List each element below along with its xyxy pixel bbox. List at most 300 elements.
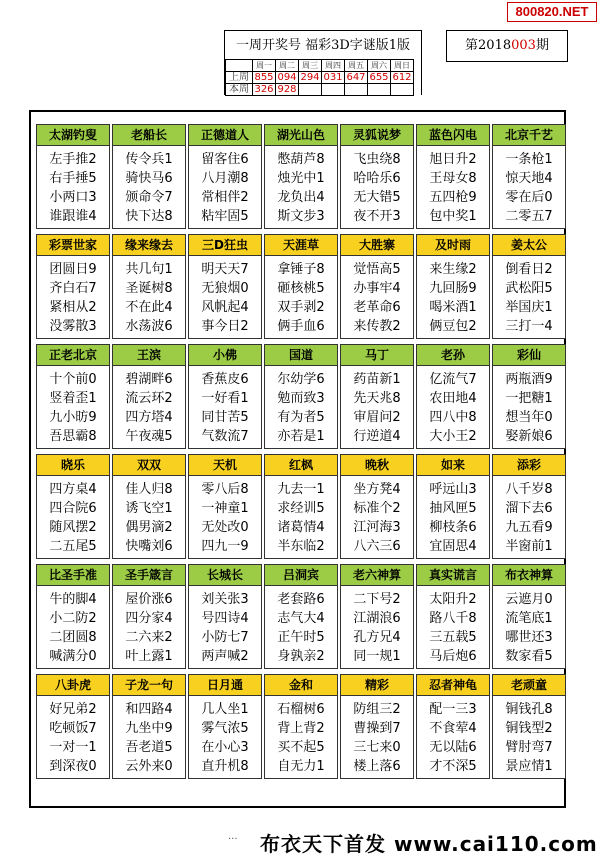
riddle-line: 吾思霸8 — [49, 429, 97, 444]
card-title: 及时雨 — [417, 235, 489, 256]
riddle-card — [416, 674, 490, 779]
riddle-line: 太阳升2 — [429, 592, 477, 607]
weekday-cell: 周二 — [276, 60, 299, 72]
riddle-line: 叶上露1 — [125, 649, 173, 664]
riddle-line: 铜钱孔8 — [505, 702, 553, 717]
riddle-line: 云外来0 — [125, 759, 173, 774]
riddle-line: 骑快马6 — [125, 171, 173, 186]
card-lines — [265, 146, 337, 226]
card-lines — [493, 366, 565, 446]
riddle-line: 俩豆包2 — [429, 319, 477, 334]
card-title: 如来 — [417, 455, 489, 476]
riddle-line: 喊满分0 — [49, 649, 97, 664]
riddle-line: 传令兵1 — [125, 152, 173, 167]
card-lines — [417, 146, 489, 226]
card-title: 正老北京 — [37, 345, 109, 366]
this-week-row — [226, 84, 414, 96]
card-lines — [265, 696, 337, 776]
riddle-line: 八千岁8 — [505, 482, 553, 497]
card-title: 比圣手准 — [37, 565, 109, 586]
card-lines — [493, 146, 565, 226]
riddle-line: 一把糖1 — [505, 391, 553, 406]
riddle-line: 几人坐1 — [201, 702, 249, 717]
riddle-line: 两声喊2 — [201, 649, 249, 664]
card-title: 正德道人 — [189, 125, 261, 146]
riddle-line: 流笔底1 — [505, 611, 553, 626]
riddle-line: 半窗前1 — [505, 539, 553, 554]
riddle-card — [36, 234, 110, 339]
riddle-line: 老套路6 — [277, 592, 325, 607]
riddle-line: 屋价涨6 — [125, 592, 173, 607]
card-title: 老顽童 — [493, 675, 565, 696]
riddle-line: 石榴树6 — [277, 702, 325, 717]
riddle-line: 三打一4 — [505, 319, 553, 334]
riddle-line: 九五看9 — [505, 520, 553, 535]
riddle-line: 路八千8 — [429, 611, 477, 626]
riddle-line: 先天兆8 — [353, 391, 401, 406]
card-title: 布衣神算 — [493, 565, 565, 586]
riddle-line: 一神童1 — [201, 501, 249, 516]
card-title: 缘来缘去 — [113, 235, 185, 256]
riddle-line: 才不深5 — [429, 759, 477, 774]
card-lines — [341, 146, 413, 226]
riddle-line: 来生缘2 — [429, 262, 477, 277]
riddle-line: 二六来2 — [125, 630, 173, 645]
riddle-card — [188, 234, 262, 339]
card-title: 添彩 — [493, 455, 565, 476]
card-lines — [37, 586, 109, 666]
card-title: 小佛 — [189, 345, 261, 366]
weekday-cell: 周五 — [345, 60, 368, 72]
riddle-line: 孔方兄4 — [353, 630, 401, 645]
card-lines — [493, 696, 565, 776]
issue-suffix: 期 — [535, 38, 549, 53]
riddle-card — [36, 674, 110, 779]
card-lines — [265, 256, 337, 336]
riddle-line: 右手捶5 — [49, 171, 97, 186]
riddle-line: 明天天7 — [201, 262, 249, 277]
riddle-line: 同甘苦5 — [201, 410, 249, 425]
riddle-line: 哪世还3 — [505, 630, 553, 645]
riddle-line: 气数流7 — [201, 429, 249, 444]
riddle-line: 夜不开3 — [353, 209, 401, 224]
riddle-grid — [29, 110, 566, 808]
riddle-line: 拿锤子8 — [277, 262, 325, 277]
riddle-line: 九小昉9 — [49, 410, 97, 425]
weekday-cell: 周三 — [299, 60, 322, 72]
riddle-line: 举国庆1 — [505, 300, 553, 315]
riddle-line: 自无力1 — [277, 759, 325, 774]
card-lines — [265, 586, 337, 666]
riddle-line: 大小王2 — [429, 429, 477, 444]
riddle-line: 事今日2 — [201, 319, 249, 334]
riddle-line: 江河海3 — [353, 520, 401, 535]
card-lines — [37, 256, 109, 336]
riddle-line: 留客住6 — [201, 152, 249, 167]
card-title: 晚秋 — [341, 455, 413, 476]
card-lines — [341, 696, 413, 776]
riddle-line: 倒看日2 — [505, 262, 553, 277]
riddle-line: 到深夜0 — [49, 759, 97, 774]
riddle-line: 斯文步3 — [277, 209, 325, 224]
riddle-line: 臂肘弯7 — [505, 740, 553, 755]
row-label: 本周 — [226, 84, 253, 96]
card-lines — [341, 586, 413, 666]
riddle-line: 四方桌4 — [49, 482, 97, 497]
card-lines — [341, 476, 413, 556]
card-lines — [189, 696, 261, 776]
riddle-line: 在小心3 — [201, 740, 249, 755]
riddle-line: 无以陆6 — [429, 740, 477, 755]
weekday-row — [226, 60, 414, 72]
card-title: 姜太公 — [493, 235, 565, 256]
card-title: 天机 — [189, 455, 261, 476]
riddle-card — [112, 124, 186, 229]
riddle-line: 景应情1 — [505, 759, 553, 774]
card-lines — [113, 586, 185, 666]
issue-highlight: 003 — [511, 38, 536, 53]
riddle-line: 尔幼学6 — [277, 372, 325, 387]
riddle-card — [36, 124, 110, 229]
card-lines — [493, 586, 565, 666]
card-lines — [417, 366, 489, 446]
riddle-card — [492, 234, 566, 339]
card-title: 忍者神龟 — [417, 675, 489, 696]
riddle-card — [492, 124, 566, 229]
site-badge: 800820.NET — [507, 2, 597, 22]
riddle-line: 王母女8 — [429, 171, 477, 186]
card-title: 老六神算 — [341, 565, 413, 586]
riddle-line: 常相伴2 — [201, 190, 249, 205]
card-title: 金和 — [265, 675, 337, 696]
riddle-line: 烛光中1 — [277, 171, 325, 186]
riddle-line: 飞虫绕8 — [353, 152, 401, 167]
riddle-line: 二下号2 — [353, 592, 401, 607]
card-lines — [37, 696, 109, 776]
riddle-line: 偶男滴2 — [125, 520, 173, 535]
riddle-card — [340, 674, 414, 779]
card-title: 精彩 — [341, 675, 413, 696]
riddle-line: 江湖浪6 — [353, 611, 401, 626]
riddle-line: 四八中8 — [429, 410, 477, 425]
card-title: 天涯草 — [265, 235, 337, 256]
riddle-line: 刘关张3 — [201, 592, 249, 607]
riddle-line: 办事牢4 — [353, 281, 401, 296]
riddle-card — [340, 454, 414, 559]
riddle-line: 双手剥2 — [277, 300, 325, 315]
card-title: 子龙一句 — [113, 675, 185, 696]
riddle-line: 亿流气7 — [429, 372, 477, 387]
riddle-line: 一对一1 — [49, 740, 97, 755]
riddle-line: 九去一1 — [277, 482, 325, 497]
riddle-line: 诸葛情4 — [277, 520, 325, 535]
riddle-line: 左手推2 — [49, 152, 97, 167]
card-lines — [417, 256, 489, 336]
riddle-line: 三五载5 — [429, 630, 477, 645]
riddle-line: 团圆日9 — [49, 262, 97, 277]
card-title: 彩票世家 — [37, 235, 109, 256]
riddle-line: 零在后0 — [505, 190, 553, 205]
card-title: 湖光山色 — [265, 125, 337, 146]
riddle-line: 防组三2 — [353, 702, 401, 717]
riddle-line: 宜固思4 — [429, 539, 477, 554]
card-title: 国道 — [265, 345, 337, 366]
card-lines — [417, 476, 489, 556]
riddle-line: 颁命令7 — [125, 190, 173, 205]
riddle-line: 午夜魂5 — [125, 429, 173, 444]
riddle-line: 龙负出4 — [277, 190, 325, 205]
card-title: 老船长 — [113, 125, 185, 146]
riddle-line: 竖着歪1 — [49, 391, 97, 406]
card-title: 老孙 — [417, 345, 489, 366]
riddle-line: 诱飞空1 — [125, 501, 173, 516]
riddle-card — [492, 454, 566, 559]
riddle-line: 好兄弟2 — [49, 702, 97, 717]
footer-dots: ··· — [228, 834, 238, 845]
card-title: 双双 — [113, 455, 185, 476]
riddle-card — [188, 344, 262, 449]
riddle-card — [492, 564, 566, 669]
riddle-card — [416, 234, 490, 339]
riddle-line: 吃顿饭7 — [49, 721, 97, 736]
card-title: 三D狂虫 — [189, 235, 261, 256]
card-title: 灵狐说梦 — [341, 125, 413, 146]
riddle-card — [416, 454, 490, 559]
card-title: 大胜寨 — [341, 235, 413, 256]
riddle-line: 不食荤4 — [429, 721, 477, 736]
draw-number: 647 — [346, 72, 366, 83]
card-title: 北京千艺 — [493, 125, 565, 146]
card-lines — [113, 476, 185, 556]
card-title: 红枫 — [265, 455, 337, 476]
riddle-card — [112, 234, 186, 339]
card-lines — [37, 146, 109, 226]
riddle-line: 佳人归8 — [125, 482, 173, 497]
riddle-line: 香蕉皮6 — [201, 372, 249, 387]
riddle-line: 哈哈乐6 — [353, 171, 401, 186]
weekday-cell: 周四 — [322, 60, 345, 72]
riddle-line: 同一规1 — [353, 649, 401, 664]
draw-number: 326 — [254, 84, 274, 95]
riddle-line: 零八后8 — [201, 482, 249, 497]
riddle-line: 谁跟谁4 — [49, 209, 97, 224]
riddle-line: 流云环2 — [125, 391, 173, 406]
riddle-line: 九坐中9 — [125, 721, 173, 736]
card-lines — [189, 476, 261, 556]
riddle-card — [112, 454, 186, 559]
riddle-line: 药苗新1 — [353, 372, 401, 387]
riddle-line: 惊天地4 — [505, 171, 553, 186]
riddle-card — [188, 674, 262, 779]
draw-number: 094 — [277, 72, 297, 83]
draw-number — [345, 84, 368, 96]
riddle-line: 没雾散3 — [49, 319, 97, 334]
riddle-card — [264, 344, 338, 449]
card-lines — [493, 256, 565, 336]
riddle-line: 直升机8 — [201, 759, 249, 774]
footer-text: 布衣天下首发 www.cai110.com — [260, 832, 598, 856]
riddle-line: 旭日升2 — [429, 152, 477, 167]
riddle-line: 四九一9 — [201, 539, 249, 554]
riddle-line: 来传教2 — [353, 319, 401, 334]
riddle-line: 雾气浓5 — [201, 721, 249, 736]
riddle-line: 四合院6 — [49, 501, 97, 516]
riddle-line: 抽风匣5 — [429, 501, 477, 516]
riddle-line: 风帆起4 — [201, 300, 249, 315]
riddle-card — [340, 564, 414, 669]
card-title: 蓝色闪电 — [417, 125, 489, 146]
riddle-line: 配一三3 — [429, 702, 477, 717]
riddle-line: 俩手血6 — [277, 319, 325, 334]
draw-number: 655 — [369, 72, 389, 83]
weekday-cell: 周六 — [368, 60, 391, 72]
riddle-line: 标准个2 — [353, 501, 401, 516]
riddle-card — [340, 234, 414, 339]
riddle-line: 老革命6 — [353, 300, 401, 315]
draw-number: 294 — [300, 72, 320, 83]
card-title: 真实谎言 — [417, 565, 489, 586]
riddle-line: 喝米酒1 — [429, 300, 477, 315]
card-lines — [265, 476, 337, 556]
riddle-line: 一条枪1 — [505, 152, 553, 167]
riddle-line: 无狼烟0 — [201, 281, 249, 296]
card-title: 彩仙 — [493, 345, 565, 366]
footer — [0, 818, 600, 865]
riddle-line: 坐方凳4 — [353, 482, 401, 497]
last-week-row — [226, 72, 414, 84]
riddle-line: 牛的脚4 — [49, 592, 97, 607]
riddle-line: 无大错5 — [353, 190, 401, 205]
riddle-card — [264, 234, 338, 339]
riddle-card — [340, 124, 414, 229]
issue-number — [446, 30, 568, 62]
riddle-line: 随风摆2 — [49, 520, 97, 535]
riddle-card — [188, 454, 262, 559]
riddle-line: 八六三6 — [353, 539, 401, 554]
riddle-line: 水荡波6 — [125, 319, 173, 334]
riddle-card — [36, 454, 110, 559]
riddle-line: 四分家4 — [125, 611, 173, 626]
riddle-line: 半东临2 — [277, 539, 325, 554]
riddle-line: 铜钱型2 — [505, 721, 553, 736]
riddle-card — [340, 344, 414, 449]
riddle-line: 志气大4 — [277, 611, 325, 626]
riddle-line: 憋葫芦8 — [277, 152, 325, 167]
riddle-card — [188, 124, 262, 229]
riddle-line: 两瓶酒9 — [505, 372, 553, 387]
riddle-line: 背上背2 — [277, 721, 325, 736]
issue-prefix: 第2018 — [465, 38, 512, 53]
card-title: 八卦虎 — [37, 675, 109, 696]
riddle-line: 一好看1 — [201, 391, 249, 406]
riddle-line: 紧相从2 — [49, 300, 97, 315]
riddle-line: 楼上落6 — [353, 759, 401, 774]
riddle-line: 号四诗4 — [201, 611, 249, 626]
riddle-line: 小二防2 — [49, 611, 97, 626]
riddle-card — [492, 344, 566, 449]
draw-number: 928 — [277, 84, 297, 95]
riddle-line: 有为者5 — [277, 410, 325, 425]
card-lines — [113, 256, 185, 336]
weekday-cell: 周一 — [253, 60, 276, 72]
riddle-line: 云遮月0 — [505, 592, 553, 607]
card-lines — [113, 146, 185, 226]
riddle-line: 共几句1 — [125, 262, 173, 277]
riddle-line: 小防七7 — [201, 630, 249, 645]
riddle-line: 曹操到7 — [353, 721, 401, 736]
riddle-line: 砸核桃5 — [277, 281, 325, 296]
card-lines — [417, 586, 489, 666]
card-lines — [265, 366, 337, 446]
weekday-cell: 周日 — [391, 60, 414, 72]
riddle-line: 二零五7 — [505, 209, 553, 224]
riddle-line: 和四路4 — [125, 702, 173, 717]
riddle-card — [112, 564, 186, 669]
card-title: 马丁 — [341, 345, 413, 366]
card-lines — [113, 366, 185, 446]
riddle-line: 溜下去6 — [505, 501, 553, 516]
draw-number — [299, 84, 322, 96]
card-lines — [189, 366, 261, 446]
card-title: 晓乐 — [37, 455, 109, 476]
riddle-card — [36, 344, 110, 449]
riddle-line: 无处改0 — [201, 520, 249, 535]
riddle-line: 亦若是1 — [277, 429, 325, 444]
card-title: 王滨 — [113, 345, 185, 366]
riddle-line: 九回肠9 — [429, 281, 477, 296]
card-lines — [113, 696, 185, 776]
riddle-line: 二团圆8 — [49, 630, 97, 645]
riddle-card — [492, 674, 566, 779]
card-lines — [189, 586, 261, 666]
riddle-line: 圣诞树8 — [125, 281, 173, 296]
draw-number: 031 — [323, 72, 343, 83]
riddle-line: 二五尾5 — [49, 539, 97, 554]
card-lines — [493, 476, 565, 556]
card-lines — [341, 366, 413, 446]
riddle-line: 不在此4 — [125, 300, 173, 315]
riddle-card — [112, 344, 186, 449]
card-title: 吕洞宾 — [265, 565, 337, 586]
card-title: 日月通 — [189, 675, 261, 696]
riddle-line: 吾老道5 — [125, 740, 173, 755]
card-lines — [189, 146, 261, 226]
riddle-card — [112, 674, 186, 779]
riddle-card — [264, 124, 338, 229]
riddle-line: 农田地4 — [429, 391, 477, 406]
draw-number — [322, 84, 345, 96]
riddle-line: 娶新娘6 — [505, 429, 553, 444]
card-lines — [417, 696, 489, 776]
riddle-line: 正午时5 — [277, 630, 325, 645]
draw-number: 612 — [392, 72, 412, 83]
draw-results-table — [225, 59, 414, 96]
draw-number — [391, 84, 414, 96]
riddle-card — [416, 564, 490, 669]
riddle-line: 身孰亲2 — [277, 649, 325, 664]
riddle-line: 五四枪9 — [429, 190, 477, 205]
draw-number — [368, 84, 391, 96]
riddle-line: 求经训5 — [277, 501, 325, 516]
riddle-line: 齐白石7 — [49, 281, 97, 296]
riddle-card — [188, 564, 262, 669]
card-lines — [341, 256, 413, 336]
riddle-line: 马后炮6 — [429, 649, 477, 664]
riddle-line: 十个前0 — [49, 372, 97, 387]
riddle-line: 买不起5 — [277, 740, 325, 755]
riddle-line: 包中奖1 — [429, 209, 477, 224]
riddle-line: 呼远山3 — [429, 482, 477, 497]
